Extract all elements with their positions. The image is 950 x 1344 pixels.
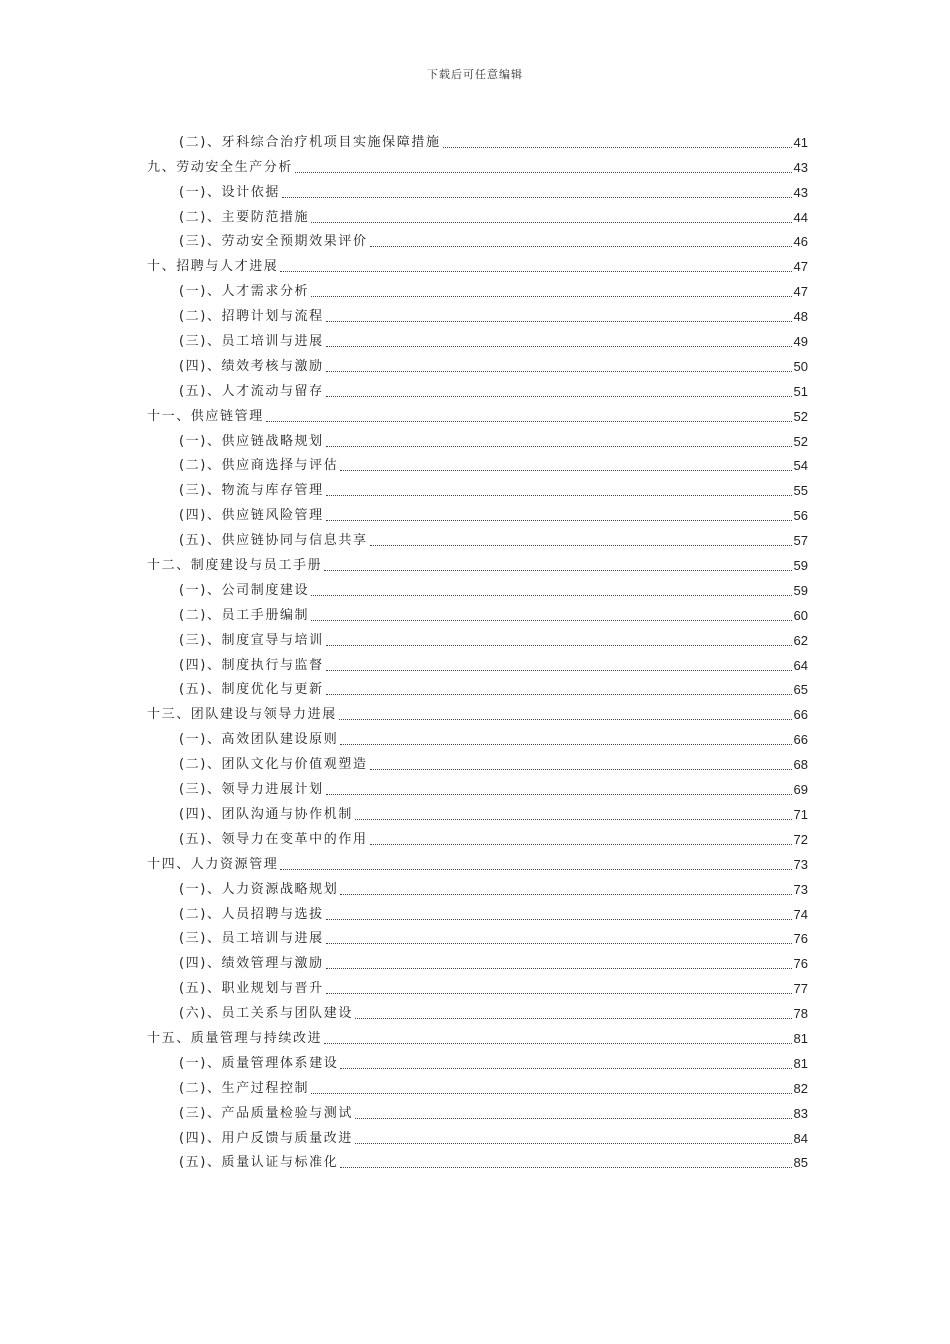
toc-dot-leader [326, 694, 792, 695]
toc-entry-title: (二)、人员招聘与选拔 [179, 906, 324, 922]
toc-entry-title: (一)、高效团队建设原则 [179, 732, 339, 748]
toc-dot-leader [280, 271, 791, 272]
toc-page-number: 81 [793, 1055, 808, 1071]
toc-entry-title: (三)、制度宣导与培训 [179, 632, 324, 648]
toc-entry-title: 九、劳动安全生产分析 [147, 159, 294, 175]
toc-page-number: 50 [793, 358, 808, 374]
toc-entry-title: (二)、主要防范措施 [179, 209, 310, 225]
toc-page-number: 76 [793, 931, 808, 947]
toc-dot-leader [370, 769, 792, 770]
toc-entry-title: (六)、员工关系与团队建设 [179, 1006, 353, 1022]
toc-page-number: 47 [793, 284, 808, 300]
toc-entry-title: (一)、公司制度建设 [179, 582, 310, 598]
toc-entry-title: 十五、质量管理与持续改进 [147, 1030, 323, 1046]
toc-page-number: 49 [793, 334, 808, 350]
toc-dot-leader [311, 222, 791, 223]
toc-entry-title: 十一、供应链管理 [147, 408, 264, 424]
toc-page-number: 51 [793, 383, 808, 399]
toc-entry-title: 十三、团队建设与领导力进展 [147, 707, 337, 723]
toc-section-entry[interactable] [147, 649, 808, 674]
toc-dot-leader [311, 620, 791, 621]
toc-dot-leader [311, 1093, 791, 1094]
toc-section-entry[interactable] [147, 674, 808, 699]
toc-entry-title: (二)、招聘计划与流程 [179, 309, 324, 325]
toc-page-number: 60 [793, 607, 808, 623]
toc-section-entry[interactable] [147, 425, 808, 450]
toc-section-entry[interactable] [147, 599, 808, 624]
toc-page-number: 85 [793, 1155, 808, 1171]
toc-section-entry[interactable] [147, 898, 808, 923]
toc-entry-title: (五)、制度优化与更新 [179, 682, 324, 698]
toc-dot-leader [311, 296, 791, 297]
toc-page-number: 52 [793, 408, 808, 424]
toc-section-entry[interactable] [147, 748, 808, 773]
toc-dot-leader [326, 346, 792, 347]
toc-page-number: 68 [793, 757, 808, 773]
toc-entry-title: (三)、劳动安全预期效果评价 [179, 234, 368, 250]
toc-entry-title: (一)、质量管理体系建设 [179, 1055, 339, 1071]
toc-section-entry[interactable] [147, 375, 808, 400]
toc-section-entry[interactable] [147, 1097, 808, 1122]
toc-entry-title: (三)、员工培训与进展 [179, 334, 324, 350]
toc-dot-leader [311, 595, 791, 596]
toc-page-number: 83 [793, 1105, 808, 1121]
toc-entry-title: 十四、人力资源管理 [147, 856, 279, 872]
toc-page-number: 82 [793, 1080, 808, 1096]
toc-chapter-entry[interactable] [147, 848, 808, 873]
toc-entry-title: (二)、供应商选择与评估 [179, 458, 339, 474]
toc-page-number: 66 [793, 732, 808, 748]
toc-page-number: 76 [793, 956, 808, 972]
toc-chapter-entry[interactable] [147, 151, 808, 176]
toc-dot-leader [370, 246, 792, 247]
toc-page-number: 43 [793, 184, 808, 200]
toc-page-number: 71 [793, 806, 808, 822]
toc-chapter-entry[interactable] [147, 400, 808, 425]
toc-dot-leader [355, 1018, 792, 1019]
toc-page-number: 69 [793, 782, 808, 798]
toc-entry-title: (三)、领导力进展计划 [179, 782, 324, 798]
toc-page-number: 44 [793, 209, 808, 225]
toc-section-entry[interactable] [147, 823, 808, 848]
toc-page-number: 66 [793, 707, 808, 723]
toc-section-entry[interactable] [147, 1147, 808, 1172]
toc-dot-leader [326, 520, 792, 521]
toc-entry-title: (四)、绩效考核与激励 [179, 358, 324, 374]
toc-dot-leader [340, 470, 791, 471]
toc-page-number: 73 [793, 856, 808, 872]
toc-section-entry[interactable] [147, 1072, 808, 1097]
toc-dot-leader [324, 570, 791, 571]
toc-entry-title: (一)、供应链战略规划 [179, 433, 324, 449]
toc-section-entry[interactable] [147, 773, 808, 798]
toc-entry-title: (一)、人力资源战略规划 [179, 881, 339, 897]
toc-section-entry[interactable] [147, 873, 808, 898]
toc-entry-title: (四)、供应链风险管理 [179, 508, 324, 524]
toc-entry-title: 十、招聘与人才进展 [147, 259, 279, 275]
toc-entry-title: (三)、物流与库存管理 [179, 483, 324, 499]
toc-entry-title: (四)、制度执行与监督 [179, 657, 324, 673]
toc-dot-leader [326, 371, 792, 372]
toc-dot-leader [370, 844, 792, 845]
toc-entry-title: (二)、团队文化与价值观塑造 [179, 757, 368, 773]
toc-page-number: 47 [793, 259, 808, 275]
toc-dot-leader [370, 545, 792, 546]
toc-page-number: 78 [793, 1006, 808, 1022]
toc-dot-leader [280, 869, 791, 870]
toc-page-number: 62 [793, 632, 808, 648]
toc-page-number: 59 [793, 558, 808, 574]
toc-dot-leader [355, 1143, 792, 1144]
toc-section-entry[interactable] [147, 524, 808, 549]
toc-section-entry[interactable] [147, 201, 808, 226]
toc-dot-leader [443, 147, 792, 148]
toc-page-number: 48 [793, 309, 808, 325]
toc-dot-leader [326, 968, 792, 969]
toc-section-entry[interactable] [147, 1122, 808, 1147]
toc-section-entry[interactable] [147, 947, 808, 972]
toc-section-entry[interactable] [147, 624, 808, 649]
toc-chapter-entry[interactable] [147, 549, 808, 574]
toc-chapter-entry[interactable] [147, 250, 808, 275]
toc-section-entry[interactable] [147, 325, 808, 350]
toc-chapter-entry[interactable] [147, 1022, 808, 1047]
toc-entry-title: (三)、员工培训与进展 [179, 931, 324, 947]
toc-section-entry[interactable] [147, 499, 808, 524]
toc-page-number: 74 [793, 906, 808, 922]
toc-page-number: 59 [793, 582, 808, 598]
toc-section-entry[interactable] [147, 723, 808, 748]
toc-dot-leader [326, 446, 792, 447]
toc-page-number: 81 [793, 1030, 808, 1046]
toc-dot-leader [340, 1068, 791, 1069]
toc-page-number: 65 [793, 682, 808, 698]
toc-dot-leader [326, 943, 792, 944]
toc-section-entry[interactable] [147, 1047, 808, 1072]
toc-entry-title: (四)、团队沟通与协作机制 [179, 806, 353, 822]
toc-page-number: 43 [793, 159, 808, 175]
toc-page-number: 55 [793, 483, 808, 499]
toc-entry-title: 十二、制度建设与员工手册 [147, 558, 323, 574]
toc-page-number: 46 [793, 234, 808, 250]
toc-page-number: 64 [793, 657, 808, 673]
toc-section-entry[interactable] [147, 798, 808, 823]
toc-page-number: 41 [793, 134, 808, 150]
toc-entry-title: (三)、产品质量检验与测试 [179, 1105, 353, 1121]
toc-dot-leader [266, 421, 792, 422]
toc-entry-title: (五)、职业规划与晋升 [179, 981, 324, 997]
toc-dot-leader [326, 993, 792, 994]
toc-section-entry[interactable] [147, 275, 808, 300]
toc-entry-title: (二)、员工手册编制 [179, 607, 310, 623]
toc-entry-title: (四)、用户反馈与质量改进 [179, 1130, 353, 1146]
toc-section-entry[interactable] [147, 574, 808, 599]
toc-dot-leader [340, 894, 791, 895]
toc-chapter-entry[interactable] [147, 698, 808, 723]
toc-page-number: 54 [793, 458, 808, 474]
toc-page-number: 84 [793, 1130, 808, 1146]
table-of-contents [147, 126, 808, 1171]
toc-dot-leader [295, 172, 792, 173]
toc-section-entry[interactable] [147, 972, 808, 997]
toc-page-number: 52 [793, 433, 808, 449]
toc-dot-leader [355, 819, 792, 820]
toc-entry-title: (五)、领导力在变革中的作用 [179, 831, 368, 847]
page-header: 下载后可任意编辑 [427, 68, 523, 81]
toc-section-entry[interactable] [147, 126, 808, 151]
toc-dot-leader [326, 919, 792, 920]
toc-dot-leader [326, 794, 792, 795]
toc-page-number: 72 [793, 831, 808, 847]
toc-page-number: 57 [793, 533, 808, 549]
toc-dot-leader [355, 1118, 792, 1119]
toc-dot-leader [340, 744, 791, 745]
toc-entry-title: (五)、人才流动与留存 [179, 383, 324, 399]
toc-section-entry[interactable] [147, 474, 808, 499]
toc-section-entry[interactable] [147, 923, 808, 948]
toc-entry-title: (一)、设计依据 [179, 184, 280, 200]
toc-entry-title: (五)、质量认证与标准化 [179, 1155, 339, 1171]
toc-entry-title: (五)、供应链协同与信息共享 [179, 533, 368, 549]
toc-entry-title: (二)、生产过程控制 [179, 1080, 310, 1096]
toc-page-number: 73 [793, 881, 808, 897]
toc-dot-leader [339, 719, 792, 720]
toc-section-entry[interactable] [147, 226, 808, 251]
toc-dot-leader [326, 495, 792, 496]
toc-section-entry[interactable] [147, 300, 808, 325]
toc-dot-leader [326, 321, 792, 322]
toc-entry-title: (二)、牙科综合治疗机项目实施保障措施 [179, 134, 441, 150]
toc-dot-leader [326, 645, 792, 646]
toc-entry-title: (四)、绩效管理与激励 [179, 956, 324, 972]
toc-section-entry[interactable] [147, 450, 808, 475]
toc-dot-leader [326, 670, 792, 671]
toc-dot-leader [340, 1167, 791, 1168]
toc-entry-title: (一)、人才需求分析 [179, 284, 310, 300]
toc-dot-leader [282, 197, 792, 198]
toc-section-entry[interactable] [147, 997, 808, 1022]
toc-dot-leader [326, 396, 792, 397]
toc-section-entry[interactable] [147, 350, 808, 375]
toc-dot-leader [324, 1043, 791, 1044]
toc-section-entry[interactable] [147, 176, 808, 201]
toc-page-number: 56 [793, 508, 808, 524]
toc-page-number: 77 [793, 981, 808, 997]
